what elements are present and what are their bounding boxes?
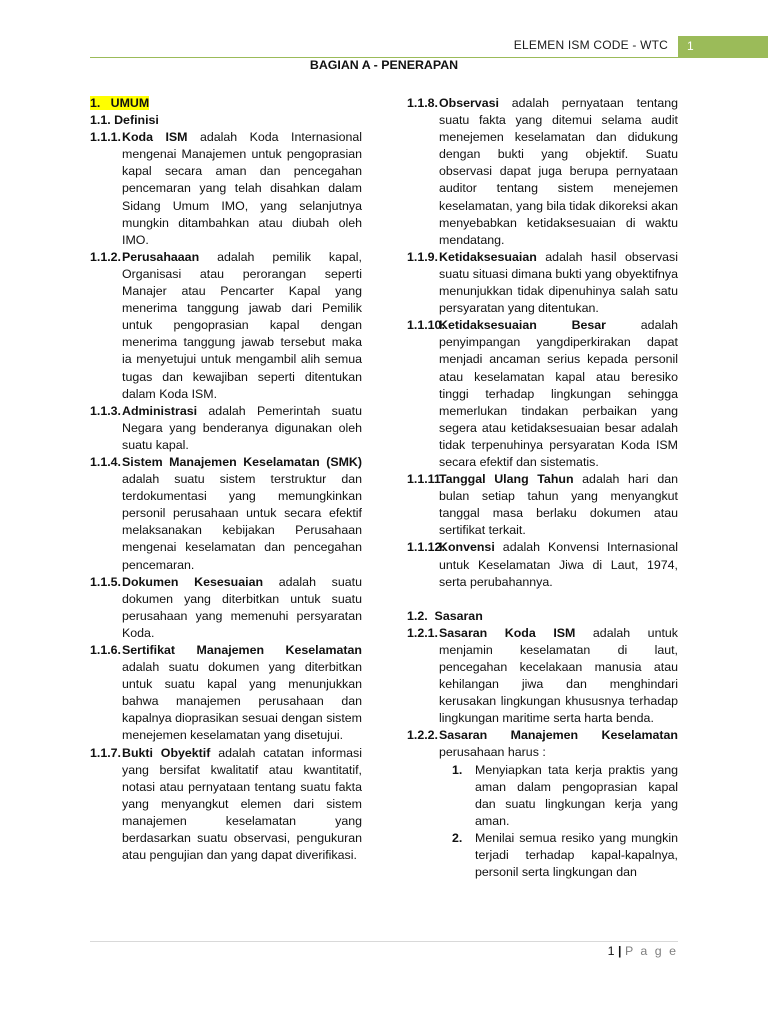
- definition-item: [90, 642, 362, 745]
- item-term: Observasi: [439, 96, 499, 110]
- sub-list-item: [407, 762, 678, 830]
- item-number: 1.1.2.: [90, 249, 122, 264]
- item-term: Bukti Obyektif: [122, 745, 211, 760]
- item-number: 1.2.1.: [407, 625, 439, 640]
- heading-definisi: 1.1. Definisi: [90, 113, 159, 128]
- item-term: Ketidaksesuaian Besar: [439, 318, 607, 333]
- item-term: Sasaran Koda ISM: [439, 625, 576, 640]
- item-text: adalah hasil observasi suatu situasi dimana bukti yang obyektifnya menunjukkan tidak dipenuhinya salah satu persyaratan yang ditentukan.: [439, 249, 679, 316]
- definition-item: [90, 574, 362, 642]
- item-term: Administrasi: [122, 403, 198, 418]
- item-text: adalah catatan informasi yang bersifat kwalitatif atau kwantitatif, notasi atau pernyataan tentang suatu fakta yang menyangkut elemen dari sistem manajemen keselamatan yang berdasarkan suatu observasi, pengukuran atau pengujian dan yang dapat diverifikasi.: [122, 745, 362, 863]
- spacer: [407, 591, 678, 608]
- item-number: 1.1.9.: [407, 249, 439, 264]
- item-term: Dokumen Kesesuaian: [122, 574, 264, 589]
- objective-item: [407, 727, 678, 761]
- item-text: perusahaan harus :: [439, 745, 546, 760]
- sub-item-text: Menilai semua resiko yang mungkin terjadi terhadap kapal-kapalnya, personil serta lingkungan dan: [475, 830, 678, 880]
- footer-divider: [90, 941, 678, 942]
- definition-item: [407, 471, 678, 539]
- page-badge: 1: [678, 36, 768, 57]
- definition-item: [407, 317, 678, 471]
- objective-item: [407, 625, 678, 728]
- heading-sasaran: 1.2. Sasaran: [407, 608, 483, 623]
- definition-item: [90, 454, 362, 574]
- item-text: adalah suatu dokumen yang diterbitkan untuk suatu perusahaan yang memenuhi persyaratan Koda.: [122, 574, 362, 640]
- item-term: Sasaran Manajemen Keselamatan: [439, 728, 678, 743]
- item-text: adalah Konvensi Internasional untuk Keselamatan Jiwa di Laut, 1974, serta perubahannya.: [439, 540, 678, 589]
- footer-separator: |: [618, 944, 622, 958]
- item-text: adalah pernyataan tentang suatu fakta yang ditemui selama audit menejemen keselamatan dan didukung dengan bukti yang objektif. Suatu observasi dapat juga berupa pernyataan auditor tentang sistem menejemen keselamatan, yang bila tidak dikoreksi akan menyebabkan ketidaksesuaian di waktu mendatang.: [439, 96, 678, 247]
- page-footer: [608, 944, 678, 958]
- definition-item: [90, 745, 362, 865]
- sub-item-number: 2.: [452, 830, 463, 845]
- item-text: adalah suatu sistem terstruktur dan terdokumentasi yang memungkinkan personil perusahaan untuk secara efektif melaksanakan kebijakan Perusahaan mengenai keselamatan dan pencegahan pencemaran.: [122, 472, 362, 572]
- item-text: adalah penyimpangan yangdiperkirakan dapat menjadi ancaman serius kepada personil atau keselamatan kapal atau beresiko tinggi terhadap lingkungan sehingga memerlukan tindakan perbaikan yang segera atau ketidaksesuaian besar adalah tidak terpenuhinya persyaratan Koda ISM secara efektif dan sistematis.: [439, 318, 678, 469]
- item-text: adalah hari dan bulan setiap tahun yang menyangkut tanggal masa berlaku dokumen atau sertifikat terkait.: [439, 472, 678, 538]
- heading-umum: [90, 95, 362, 112]
- item-text: adalah Koda Internasional mengenai Manajemen untuk pengoprasian kapal secara aman dan pencegahan pencemaran yang telah disahkan dalam Sidang Umum IMO, yang selanjutnya mungkin ditambahkan atau diubah oleh IMO.: [122, 130, 362, 247]
- item-number: 1.1.11.: [407, 472, 445, 487]
- item-term: Konvensi: [439, 540, 495, 555]
- item-number: 1.1.8.: [407, 96, 439, 110]
- item-number: 1.1.6.: [90, 643, 122, 657]
- item-term: Ketidaksesuaian: [439, 249, 537, 264]
- item-number: 1.1.5.: [90, 574, 122, 589]
- sub-item-text: Menyiapkan tata kerja praktis yang aman dalam pengoprasian kapal dan suatu lingkungan kerja yang aman.: [475, 762, 678, 828]
- definition-item: [90, 249, 362, 403]
- item-number: 1.1.1.: [90, 130, 122, 145]
- item-text: adalah pemilik kapal, Organisasi atau perorangan seperti Manajer atau Pencarter Kapal yang menerima tanggung jawab dari Pemilik untuk pengoprasian kapal dengan menerima tanggung jawab tersebut maka ia menyetujui untuk mengambil alih semua tugas dan kewajiban seperti ditentukan dalam Koda ISM.: [122, 249, 362, 401]
- definition-item: [407, 249, 678, 317]
- item-term: Sistem Manajemen Keselamatan (SMK): [122, 454, 362, 469]
- footer-page-label: P a g e: [624, 944, 678, 958]
- item-text: adalah Pemerintah suatu Negara yang benderanya digunakan oleh suatu kapal.: [122, 403, 362, 452]
- item-number: 1.1.12.: [407, 540, 445, 555]
- sub-item-number: 1.: [452, 762, 463, 777]
- definition-item: [90, 129, 362, 249]
- item-term: Perusahaaan: [122, 249, 200, 264]
- right-column: [407, 95, 678, 881]
- header-title: ELEMEN ISM CODE - WTC: [513, 38, 668, 52]
- footer-page-number: 1: [607, 944, 615, 958]
- item-number: 1.1.3.: [90, 403, 122, 418]
- sub-list-item: [407, 830, 678, 881]
- heading-umum-text: 1. UMUM: [90, 96, 150, 110]
- item-text: adalah suatu dokumen yang diterbitkan untuk suatu kapal yang menunjukkan bahwa manajemen perusahaan dan kapalnya dioprasikan sesuai dengan sistem menejemen keselamatan yang disetujui.: [122, 660, 362, 743]
- item-number: 1.1.10.: [407, 318, 445, 333]
- definition-item: [90, 403, 362, 454]
- item-text: adalah untuk menjamin keselamatan di laut, pencegahan kecelakaan manusia atau kehilangan jiwa dan menghindari kerusakan lingkungan khususnya terhadap lingkungan maritime serta harta benda.: [439, 625, 678, 726]
- item-term: Koda ISM: [122, 130, 188, 145]
- left-column: [90, 95, 362, 864]
- item-term: Tanggal Ulang Tahun: [439, 472, 574, 487]
- item-number: 1.2.2.: [407, 728, 439, 743]
- definition-item: [407, 539, 678, 590]
- definition-item: [407, 95, 678, 249]
- item-number: 1.1.4.: [90, 454, 122, 469]
- section-title: BAGIAN A - PENERAPAN: [309, 58, 459, 72]
- item-number: 1.1.7.: [90, 745, 122, 760]
- item-term: Sertifikat Manajemen Keselamatan: [122, 643, 362, 657]
